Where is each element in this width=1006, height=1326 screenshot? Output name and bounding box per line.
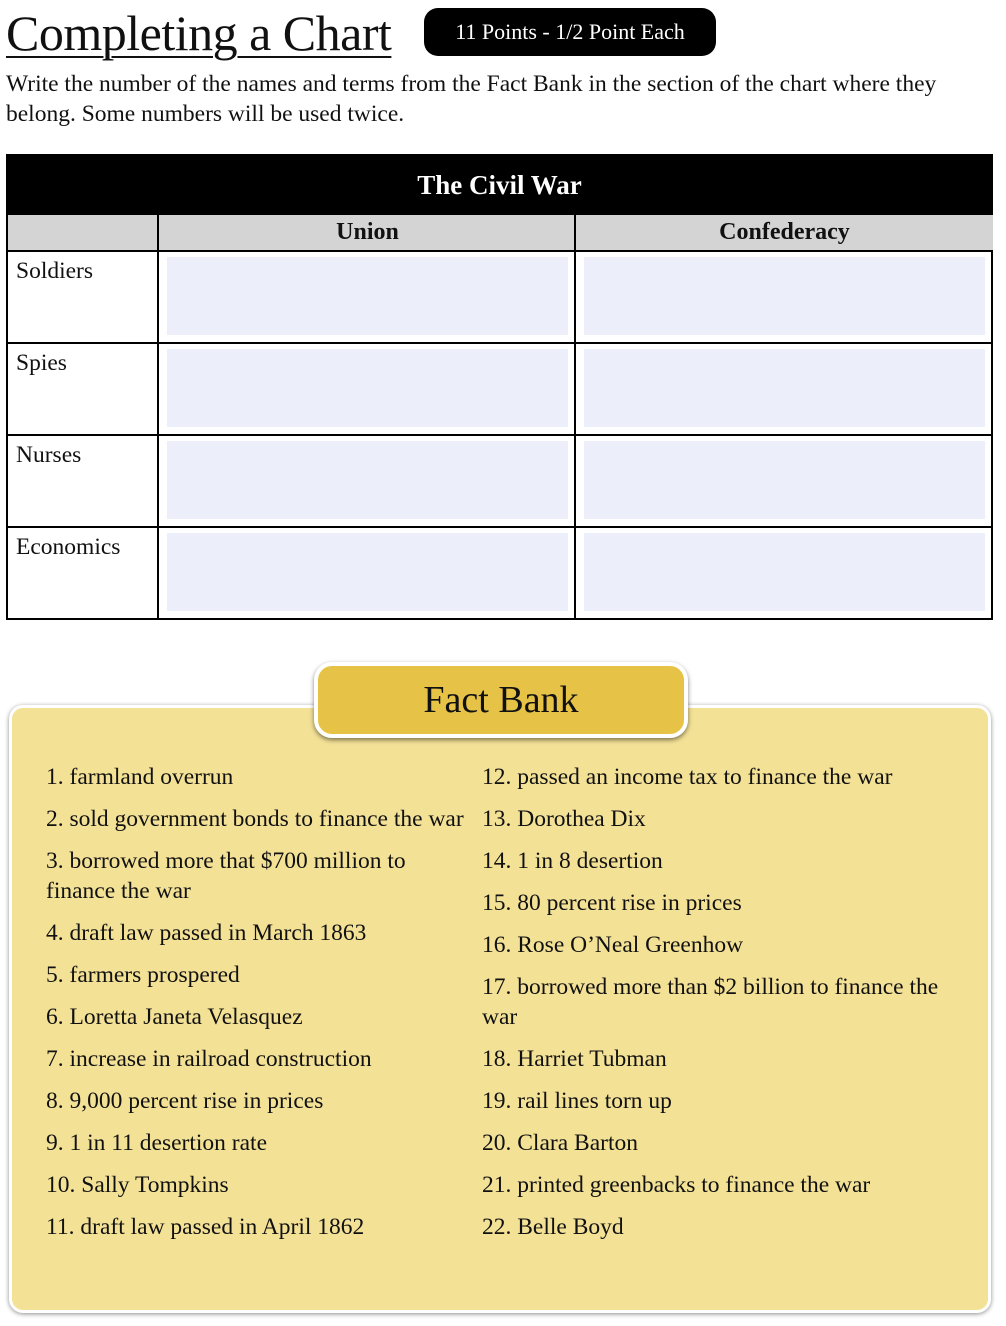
list-item: 16. Rose O’Neal Greenhow	[482, 932, 744, 958]
list-item: 5. farmers prospered	[46, 962, 240, 988]
answer-cell-confederacy-economics[interactable]	[584, 533, 985, 611]
list-item: 2. sold government bonds to finance the war	[46, 806, 464, 832]
list-item: 15. 80 percent rise in prices	[482, 890, 742, 916]
chart-title: The Civil War	[8, 156, 991, 215]
list-item: 6. Loretta Janeta Velasquez	[46, 1004, 303, 1030]
divider	[8, 526, 991, 528]
divider	[8, 342, 991, 344]
list-item: 4. draft law passed in March 1863	[46, 920, 367, 946]
divider	[8, 434, 991, 436]
row-label-spies: Spies	[16, 350, 67, 376]
row-label-economics: Economics	[16, 534, 121, 560]
list-item: 13. Dorothea Dix	[482, 806, 646, 832]
list-item: 9. 1 in 11 desertion rate	[46, 1130, 268, 1156]
list-item: 20. Clara Barton	[482, 1130, 638, 1156]
answer-cell-union-spies[interactable]	[167, 349, 568, 427]
list-item: 18. Harriet Tubman	[482, 1046, 667, 1072]
answer-cell-confederacy-nurses[interactable]	[584, 441, 985, 519]
list-item: 21. printed greenbacks to finance the war	[482, 1172, 871, 1198]
divider	[157, 215, 159, 618]
answer-cell-confederacy-soldiers[interactable]	[584, 257, 985, 335]
fact-bank-title: Fact Bank	[314, 662, 688, 738]
list-item: 10. Sally Tompkins	[46, 1172, 229, 1198]
column-header-confederacy: Confederacy	[576, 215, 993, 252]
row-label-soldiers: Soldiers	[16, 258, 94, 284]
fact-bank-right-column	[482, 762, 962, 1254]
list-item: 12. passed an income tax to finance the war	[482, 764, 893, 790]
list-item: 11. draft law passed in April 1862	[46, 1214, 365, 1240]
row-label-nurses: Nurses	[16, 442, 82, 468]
page-title: Completing a Chart	[6, 5, 392, 61]
list-item: 1. farmland overrun	[46, 764, 234, 790]
list-item: 3. borrowed more that $700 million to finance the war	[46, 848, 406, 904]
list-item: 19. rail lines torn up	[482, 1088, 672, 1114]
list-item: 8. 9,000 percent rise in prices	[46, 1088, 324, 1114]
fact-bank-left-column	[46, 762, 466, 1254]
answer-cell-confederacy-spies[interactable]	[584, 349, 985, 427]
corner-header	[8, 215, 159, 252]
answer-cell-union-nurses[interactable]	[167, 441, 568, 519]
answer-cell-union-soldiers[interactable]	[167, 257, 568, 335]
list-item: 22. Belle Boyd	[482, 1214, 624, 1240]
civil-war-chart	[6, 154, 993, 620]
column-header-union: Union	[159, 215, 576, 252]
list-item: 14. 1 in 8 desertion	[482, 848, 663, 874]
points-badge: 11 Points - 1/2 Point Each	[424, 8, 716, 56]
list-item: 17. borrowed more than $2 billion to finance the war	[482, 974, 939, 1030]
answer-cell-union-economics[interactable]	[167, 533, 568, 611]
list-item: 7. increase in railroad construction	[46, 1046, 372, 1072]
instructions: Write the number of the names and terms from the Fact Bank in the section of the chart where they belong. Some numbers will be used twice.	[6, 71, 937, 127]
divider	[574, 215, 576, 618]
